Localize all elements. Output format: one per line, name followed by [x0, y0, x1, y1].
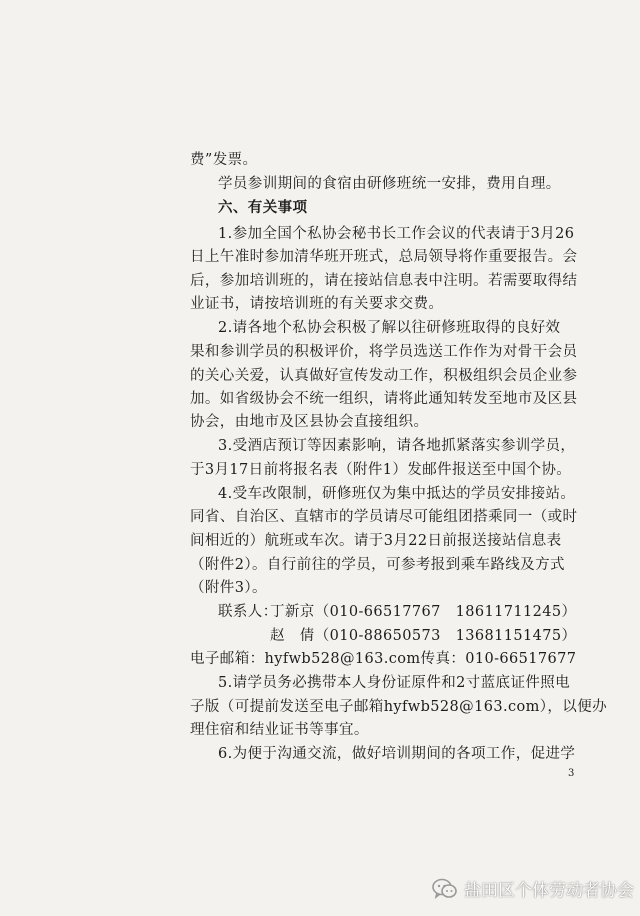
contact-line: 赵 倩（010-88650573 13681151475）	[270, 628, 577, 644]
text-line: 同省、自治区、直辖市的学员请尽可能组团搭乘同一（或时	[190, 509, 578, 525]
contacts-label: 联系人：	[218, 604, 278, 620]
text-line: 后，参加培训班的，请在接站信息表中注明。若需要取得结	[190, 273, 578, 289]
text-line: 子版（可提前发送至电子邮箱hyfwb528@163.com），以便办	[190, 699, 607, 715]
text-line: 果和参训学员的积极评价，将学员选送工作作为对骨干会员	[190, 344, 578, 360]
text-line: 协会，由地市及区县协会直接组织。	[190, 414, 429, 430]
text-line: 6.为便于沟通交流，做好培训期间的各项工作，促进学	[218, 746, 576, 762]
wechat-icon	[432, 878, 458, 900]
text-line: 5.请学员务必携带本人身份证原件和2寸蓝底证件照电	[218, 675, 571, 691]
text-line: 理住宿和结业证书等事宜。	[190, 722, 369, 738]
text-line: 日上午准时参加清华班开班式，总局领导将作重要报告。会	[190, 249, 578, 265]
text-line: 2.请各地个私协会积极了解以往研修班取得的良好效	[218, 320, 561, 336]
text-line: 间相近的）航班或车次。请于3月22日前报送接站信息表	[190, 533, 562, 549]
text-line: 学员参训期间的食宿由研修班统一安排，费用自理。	[218, 176, 561, 192]
text-line: 于3月17日前将报名表（附件1）发邮件报送至中国个协。	[190, 462, 572, 478]
text-line: 的关心关爱，认真做好宣传发动工作，积极组织会员企业参	[190, 368, 578, 384]
text-line: （附件3）。	[190, 580, 267, 596]
watermark-text: 盐田区个体劳动者协会	[464, 881, 634, 901]
section-heading: 六、有关事项	[218, 199, 308, 216]
contact-line: 丁新京（010-66517767 18611711245）	[270, 604, 577, 620]
text-line: 4.受车改限制，研修班仅为集中抵达的学员安排接站。	[218, 486, 576, 502]
email-fax-line: 电子邮箱：hyfwb528@163.com传真：010-66517677	[190, 651, 577, 667]
text-line: 3.受酒店预订等因素影响，请各地抓紧落实参训学员，	[218, 438, 576, 454]
watermark	[432, 876, 634, 901]
text-line: 1.参加全国个私协会秘书长工作会议的代表请于3月26	[218, 226, 575, 242]
text-line: 业证书，请按培训班的有关要求交费。	[190, 296, 444, 312]
page-number: 3	[568, 768, 575, 779]
text-line: 加。如省级协会不统一组织，请将此通知转发至地市及区县	[190, 391, 578, 407]
text-line: 费”发票。	[190, 152, 258, 168]
text-line: （附件2）。自行前往的学员，可参考报到乘车路线及方式	[190, 557, 565, 573]
